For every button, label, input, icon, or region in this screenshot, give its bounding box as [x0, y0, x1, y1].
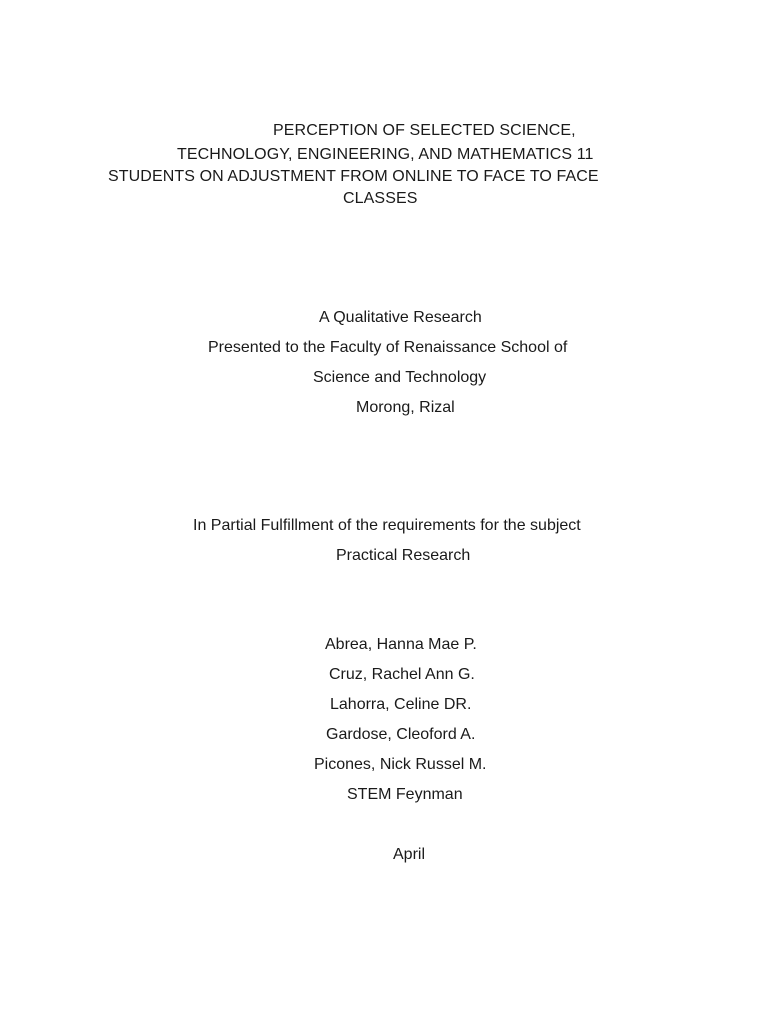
title-line-4: CLASSES — [343, 190, 418, 207]
school-location: Morong, Rizal — [356, 399, 455, 416]
author-name: Abrea, Hanna Mae P. — [325, 636, 477, 653]
school-name: Science and Technology — [313, 369, 487, 386]
presented-to: Presented to the Faculty of Renaissance School of — [208, 339, 568, 356]
author-name: Picones, Nick Russel M. — [314, 756, 487, 773]
research-type: A Qualitative Research — [319, 309, 482, 326]
title-line-2: TECHNOLOGY, ENGINEERING, AND MATHEMATICS 11 — [177, 146, 594, 163]
fulfillment-statement: In Partial Fulfillment of the requirements for the subject — [193, 517, 581, 534]
title-line-1: PERCEPTION OF SELECTED SCIENCE, — [273, 122, 576, 139]
author-name: Gardose, Cleoford A. — [326, 726, 476, 743]
section-name: STEM Feynman — [347, 786, 463, 803]
author-name: Lahorra, Celine DR. — [330, 696, 472, 713]
title-line-3: STUDENTS ON ADJUSTMENT FROM ONLINE TO FACE TO FACE — [108, 168, 599, 185]
date: April — [393, 846, 426, 863]
subject-name: Practical Research — [336, 547, 471, 564]
author-name: Cruz, Rachel Ann G. — [329, 666, 475, 683]
